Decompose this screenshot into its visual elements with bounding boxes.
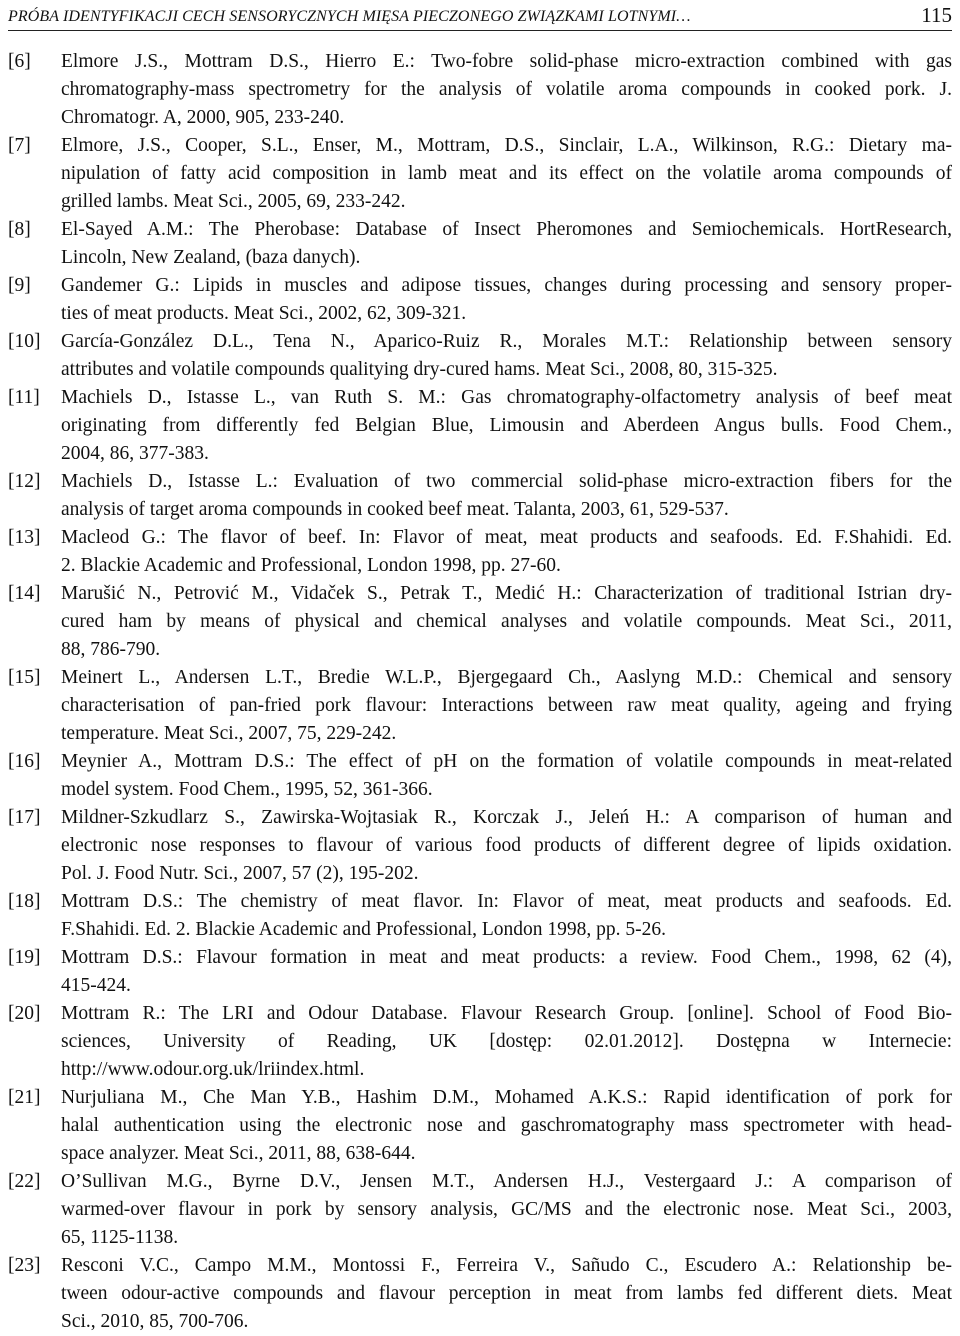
reference-text bbox=[61, 580, 952, 664]
reference-text bbox=[61, 132, 952, 216]
reference-item bbox=[0, 1000, 960, 1084]
reference-item bbox=[0, 1084, 960, 1168]
reference-line: tween odour-active compounds and flavour perception in meat from lambs fed different diets. Meat bbox=[61, 1283, 952, 1304]
reference-text bbox=[61, 216, 952, 272]
reference-line: Mottram D.S.: Flavour formation in meat and meat products: a review. Food Chem., 1998, 62 (4), bbox=[61, 947, 952, 968]
reference-item bbox=[0, 132, 960, 216]
reference-line: Machiels D., Istasse L.: Evaluation of two commercial solid-phase micro-extraction fibers for the bbox=[61, 471, 952, 492]
reference-line: grilled lambs. Meat Sci., 2005, 69, 233-242. bbox=[61, 191, 406, 212]
reference-item bbox=[0, 1168, 960, 1252]
reference-line: García-González D.L., Tena N., Aparico-Ruiz R., Morales M.T.: Relationship between sensory bbox=[61, 331, 952, 352]
reference-item bbox=[0, 664, 960, 748]
reference-number: [8] bbox=[8, 219, 31, 240]
reference-text bbox=[61, 384, 952, 468]
reference-text bbox=[61, 328, 952, 384]
reference-number: [19] bbox=[8, 947, 41, 968]
reference-item bbox=[0, 748, 960, 804]
reference-text bbox=[61, 1084, 952, 1168]
reference-number: [6] bbox=[8, 51, 31, 72]
reference-text bbox=[61, 468, 952, 524]
page-number: 115 bbox=[921, 3, 952, 27]
reference-line: sciences, University of Reading, UK [dostęp: 02.01.2012]. Dostępna w Internecie: bbox=[61, 1031, 952, 1052]
reference-line: nipulation of fatty acid composition in lamb meat and its effect on the volatile aroma compounds of bbox=[61, 163, 952, 184]
reference-line: Chromatogr. A, 2000, 905, 233-240. bbox=[61, 107, 345, 128]
reference-text bbox=[61, 664, 952, 748]
reference-line: Macleod G.: The flavor of beef. In: Flavor of meat, meat products and seafoods. Ed. F.Shahidi. Ed. bbox=[61, 527, 952, 548]
reference-line: Mildner-Szkudlarz S., Zawirska-Wojtasiak R., Korczak J., Jeleń H.: A comparison of human and bbox=[61, 807, 952, 828]
reference-number: [16] bbox=[8, 751, 41, 772]
reference-item bbox=[0, 468, 960, 524]
reference-text bbox=[61, 1252, 952, 1336]
reference-line: http://www.odour.org.uk/lriindex.html. bbox=[61, 1059, 365, 1080]
reference-line: warmed-over flavour in pork by sensory analysis, GC/MS and the electronic nose. Meat Sci., 2003, bbox=[61, 1199, 952, 1220]
reference-line: Meinert L., Andersen L.T., Bredie W.L.P., Bjergegaard Ch., Aaslyng M.D.: Chemical and sensory bbox=[61, 667, 952, 688]
reference-number: [10] bbox=[8, 331, 41, 352]
reference-line: Machiels D., Istasse L., van Ruth S. M.: Gas chromatography-olfactometry analysis of beef meat bbox=[61, 387, 952, 408]
reference-text bbox=[61, 272, 952, 328]
reference-line: O’Sullivan M.G., Byrne D.V., Jensen M.T., Andersen H.J., Vestergaard J.: A comparison of bbox=[61, 1171, 952, 1192]
reference-item bbox=[0, 328, 960, 384]
reference-item bbox=[0, 944, 960, 1000]
page-header bbox=[8, 4, 952, 31]
reference-line: space analyzer. Meat Sci., 2011, 88, 638-644. bbox=[61, 1143, 416, 1164]
reference-item bbox=[0, 580, 960, 664]
reference-line: model system. Food Chem., 1995, 52, 361-366. bbox=[61, 779, 433, 800]
reference-number: [11] bbox=[8, 387, 40, 408]
reference-text bbox=[61, 944, 952, 1000]
reference-item bbox=[0, 384, 960, 468]
reference-number: [17] bbox=[8, 807, 41, 828]
reference-item bbox=[0, 804, 960, 888]
reference-item bbox=[0, 272, 960, 328]
reference-line: El-Sayed A.M.: The Pherobase: Database of Insect Pheromones and Semiochemicals. HortResearch, bbox=[61, 219, 952, 240]
reference-line: Resconi V.C., Campo M.M., Montossi F., Ferreira V., Sañudo C., Escudero A.: Relationship be- bbox=[61, 1255, 952, 1276]
reference-line: chromatography-mass spectrometry for the analysis of volatile aroma compounds in cooked pork. J. bbox=[61, 79, 952, 100]
reference-text bbox=[61, 748, 952, 804]
reference-line: ties of meat products. Meat Sci., 2002, 62, 309-321. bbox=[61, 303, 467, 324]
reference-number: [14] bbox=[8, 583, 41, 604]
reference-line: halal authentication using the electronic nose and gaschromatography mass spectrometer with head- bbox=[61, 1115, 952, 1136]
reference-line: 2. Blackie Academic and Professional, London 1998, pp. 27-60. bbox=[61, 555, 561, 576]
reference-text bbox=[61, 804, 952, 888]
reference-number: [23] bbox=[8, 1255, 41, 1276]
reference-line: analysis of target aroma compounds in cooked beef meat. Talanta, 2003, 61, 529-537. bbox=[61, 499, 729, 520]
reference-line: Nurjuliana M., Che Man Y.B., Hashim D.M., Mohamed A.K.S.: Rapid identification of pork for bbox=[61, 1087, 952, 1108]
reference-line: Mottram R.: The LRI and Odour Database. Flavour Research Group. [online]. School of Food Bio- bbox=[61, 1003, 952, 1024]
reference-line: attributes and volatile compounds qualitying dry-cured hams. Meat Sci., 2008, 80, 315-325. bbox=[61, 359, 778, 380]
reference-number: [7] bbox=[8, 135, 31, 156]
reference-line: Meynier A., Mottram D.S.: The effect of pH on the formation of volatile compounds in meat-related bbox=[61, 751, 952, 772]
reference-item bbox=[0, 888, 960, 944]
reference-item bbox=[0, 1252, 960, 1336]
reference-line: Sci., 2010, 85, 700-706. bbox=[61, 1311, 249, 1332]
reference-line: Lincoln, New Zealand, (baza danych). bbox=[61, 247, 361, 268]
reference-number: [9] bbox=[8, 275, 31, 296]
reference-line: originating from differently fed Belgian Blue, Limousin and Aberdeen Angus bulls. Food Chem., bbox=[61, 415, 952, 436]
reference-line: 65, 1125-1138. bbox=[61, 1227, 179, 1248]
reference-line: cured ham by means of physical and chemical analyses and volatile compounds. Meat Sci., 2011, bbox=[61, 611, 952, 632]
reference-line: 2004, 86, 377-383. bbox=[61, 443, 209, 464]
reference-line: temperature. Meat Sci., 2007, 75, 229-242. bbox=[61, 723, 397, 744]
reference-text bbox=[61, 524, 952, 580]
reference-line: electronic nose responses to flavour of various food products of different degree of lipids oxidation. bbox=[61, 835, 952, 856]
reference-line: 415-424. bbox=[61, 975, 131, 996]
reference-number: [22] bbox=[8, 1171, 41, 1192]
reference-line: Elmore, J.S., Cooper, S.L., Enser, M., Mottram, D.S., Sinclair, L.A., Wilkinson, R.G.: Dietary ma- bbox=[61, 135, 952, 156]
reference-line: Gandemer G.: Lipids in muscles and adipose tissues, changes during processing and sensory proper- bbox=[61, 275, 952, 296]
reference-number: [12] bbox=[8, 471, 41, 492]
reference-line: 88, 786-790. bbox=[61, 639, 161, 660]
reference-item bbox=[0, 216, 960, 272]
reference-item bbox=[0, 524, 960, 580]
reference-line: Marušić N., Petrović M., Vidaček S., Petrak T., Medić H.: Characterization of traditional Istrian dry- bbox=[61, 583, 952, 604]
reference-number: [21] bbox=[8, 1087, 41, 1108]
running-head: PRÓBA IDENTYFIKACJI CECH SENSORYCZNYCH MIĘSA PIECZONEGO ZWIĄZKAMI LOTNYMI… bbox=[8, 8, 691, 25]
reference-text bbox=[61, 1168, 952, 1252]
reference-line: F.Shahidi. Ed. 2. Blackie Academic and Professional, London 1998, pp. 5-26. bbox=[61, 919, 667, 940]
reference-number: [20] bbox=[8, 1003, 41, 1024]
reference-number: [18] bbox=[8, 891, 41, 912]
reference-number: [13] bbox=[8, 527, 41, 548]
reference-text bbox=[61, 1000, 952, 1084]
reference-text bbox=[61, 48, 952, 132]
reference-list bbox=[0, 48, 960, 1336]
reference-line: Mottram D.S.: The chemistry of meat flavor. In: Flavor of meat, meat products and seafoods. Ed. bbox=[61, 891, 952, 912]
reference-line: Elmore J.S., Mottram D.S., Hierro E.: Two-fobre solid-phase micro-extraction combined with gas bbox=[61, 51, 952, 72]
reference-line: Pol. J. Food Nutr. Sci., 2007, 57 (2), 195-202. bbox=[61, 863, 419, 884]
reference-item bbox=[0, 48, 960, 132]
reference-line: characterisation of pan-fried pork flavour: Interactions between raw meat quality, ageing and frying bbox=[61, 695, 952, 716]
reference-text bbox=[61, 888, 952, 944]
reference-number: [15] bbox=[8, 667, 41, 688]
